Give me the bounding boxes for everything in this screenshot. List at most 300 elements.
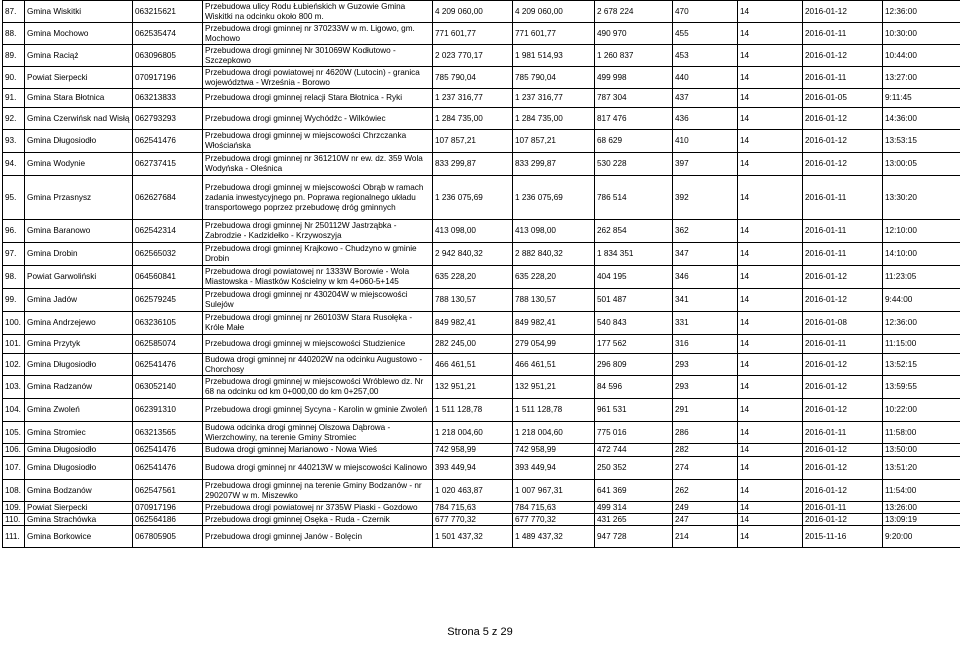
cell-punkty: 286	[673, 422, 738, 444]
cell-godzina: 11:58:00	[883, 422, 960, 444]
cell-kod: 062737415	[133, 153, 203, 176]
table-row	[3, 399, 960, 422]
cell-godzina: 14:36:00	[883, 108, 960, 130]
cell-koszt: 771 601,77	[433, 23, 513, 45]
cell-godzina: 14:10:00	[883, 243, 960, 266]
cell-lp: 95.	[3, 176, 25, 220]
cell-nazwa: Przebudowa ulicy Rodu Łubieńskich w Guzowie Gmina Wiskitki na odcinku około 800 m.	[203, 1, 433, 23]
cell-dofinansowanie: 775 016	[595, 422, 673, 444]
cell-punkty: 291	[673, 399, 738, 422]
cell-koszt: 788 130,57	[433, 289, 513, 312]
cell-kwalifikowalne: 132 951,21	[513, 376, 595, 399]
cell-okres: 14	[738, 444, 803, 457]
cell-data: 2016-01-05	[803, 89, 883, 108]
cell-data: 2016-01-11	[803, 335, 883, 354]
table-row	[3, 153, 960, 176]
cell-lp: 104.	[3, 399, 25, 422]
cell-kwalifikowalne: 849 982,41	[513, 312, 595, 335]
cell-koszt: 1 511 128,78	[433, 399, 513, 422]
cell-lp: 109.	[3, 502, 25, 514]
cell-kwalifikowalne: 788 130,57	[513, 289, 595, 312]
cell-lp: 96.	[3, 220, 25, 243]
cell-kod: 063236105	[133, 312, 203, 335]
cell-okres: 14	[738, 108, 803, 130]
cell-koszt: 849 982,41	[433, 312, 513, 335]
cell-gmina: Gmina Zwoleń	[25, 399, 133, 422]
applications-table	[2, 0, 960, 548]
cell-data: 2016-01-12	[803, 153, 883, 176]
cell-data: 2016-01-11	[803, 23, 883, 45]
cell-dofinansowanie: 540 843	[595, 312, 673, 335]
cell-kwalifikowalne: 1 489 437,32	[513, 526, 595, 548]
cell-punkty: 455	[673, 23, 738, 45]
cell-kod: 063213833	[133, 89, 203, 108]
table-row	[3, 422, 960, 444]
cell-data: 2016-01-12	[803, 399, 883, 422]
cell-punkty: 453	[673, 45, 738, 67]
cell-gmina: Gmina Stara Błotnica	[25, 89, 133, 108]
cell-dofinansowanie: 431 265	[595, 514, 673, 526]
cell-koszt: 742 958,99	[433, 444, 513, 457]
cell-okres: 14	[738, 514, 803, 526]
cell-gmina: Gmina Drobin	[25, 243, 133, 266]
cell-data: 2016-01-12	[803, 457, 883, 480]
cell-okres: 14	[738, 153, 803, 176]
cell-gmina: Gmina Wodynie	[25, 153, 133, 176]
table-row	[3, 45, 960, 67]
cell-okres: 14	[738, 457, 803, 480]
cell-nazwa: Przebudowa drogi gminnej w miejscowości Obrąb w ramach zadania inwestycyjnego pn. Poprawa regionalnego układu transportowego poprzez przebudowę dróg gminnych	[203, 176, 433, 220]
page-number-label: Strona 5 z 29	[447, 626, 513, 638]
cell-koszt: 1 501 437,32	[433, 526, 513, 548]
cell-data: 2016-01-12	[803, 514, 883, 526]
cell-punkty: 346	[673, 266, 738, 289]
cell-nazwa: Przebudowa drogi gminnej Wychódźc - Wilkówiec	[203, 108, 433, 130]
cell-okres: 14	[738, 45, 803, 67]
cell-gmina: Gmina Przytyk	[25, 335, 133, 354]
table-row	[3, 457, 960, 480]
cell-punkty: 470	[673, 1, 738, 23]
cell-data: 2016-01-12	[803, 480, 883, 502]
cell-okres: 14	[738, 89, 803, 108]
cell-kwalifikowalne: 784 715,63	[513, 502, 595, 514]
cell-godzina: 13:09:19	[883, 514, 960, 526]
cell-koszt: 2 023 770,17	[433, 45, 513, 67]
cell-gmina: Gmina Borkowice	[25, 526, 133, 548]
cell-kwalifikowalne: 2 882 840,32	[513, 243, 595, 266]
table-row	[3, 266, 960, 289]
cell-kwalifikowalne: 1 981 514,93	[513, 45, 595, 67]
cell-kod: 062565032	[133, 243, 203, 266]
table-row	[3, 514, 960, 526]
cell-kwalifikowalne: 279 054,99	[513, 335, 595, 354]
cell-okres: 14	[738, 220, 803, 243]
cell-koszt: 635 228,20	[433, 266, 513, 289]
cell-gmina: Gmina Bodzanów	[25, 480, 133, 502]
cell-kwalifikowalne: 785 790,04	[513, 67, 595, 89]
cell-data: 2016-01-11	[803, 176, 883, 220]
cell-gmina: Gmina Długosiodło	[25, 457, 133, 480]
cell-punkty: 331	[673, 312, 738, 335]
cell-nazwa: Przebudowa drogi gminnej Janów - Bolęcin	[203, 526, 433, 548]
cell-nazwa: Budowa drogi gminnej Marianowo - Nowa Wieś	[203, 444, 433, 457]
cell-kod: 062391310	[133, 399, 203, 422]
cell-koszt: 785 790,04	[433, 67, 513, 89]
cell-kwalifikowalne: 107 857,21	[513, 130, 595, 153]
cell-kwalifikowalne: 4 209 060,00	[513, 1, 595, 23]
cell-godzina: 10:22:00	[883, 399, 960, 422]
cell-koszt: 1 020 463,87	[433, 480, 513, 502]
cell-lp: 94.	[3, 153, 25, 176]
cell-kod: 067805905	[133, 526, 203, 548]
cell-godzina: 11:15:00	[883, 335, 960, 354]
cell-punkty: 249	[673, 502, 738, 514]
cell-dofinansowanie: 262 854	[595, 220, 673, 243]
cell-data: 2016-01-12	[803, 354, 883, 376]
cell-kod: 062585074	[133, 335, 203, 354]
cell-kwalifikowalne: 1 007 967,31	[513, 480, 595, 502]
cell-okres: 14	[738, 335, 803, 354]
cell-godzina: 12:36:00	[883, 312, 960, 335]
cell-gmina: Powiat Sierpecki	[25, 67, 133, 89]
cell-punkty: 362	[673, 220, 738, 243]
cell-okres: 14	[738, 130, 803, 153]
cell-nazwa: Przebudowa drogi gminnej Osęka - Ruda - Czernik	[203, 514, 433, 526]
cell-okres: 14	[738, 480, 803, 502]
cell-dofinansowanie: 947 728	[595, 526, 673, 548]
cell-kod: 064560841	[133, 266, 203, 289]
cell-kod: 062542314	[133, 220, 203, 243]
cell-kwalifikowalne: 771 601,77	[513, 23, 595, 45]
cell-dofinansowanie: 1 260 837	[595, 45, 673, 67]
cell-dofinansowanie: 177 562	[595, 335, 673, 354]
table-body	[3, 1, 960, 548]
cell-dofinansowanie: 786 514	[595, 176, 673, 220]
cell-nazwa: Przebudowa drogi gminnej w miejscowości Studzienice	[203, 335, 433, 354]
cell-nazwa: Przebudowa drogi powiatowej nr 3735W Piaski - Gozdowo	[203, 502, 433, 514]
cell-gmina: Gmina Raciąż	[25, 45, 133, 67]
cell-godzina: 10:44:00	[883, 45, 960, 67]
table-row	[3, 130, 960, 153]
cell-gmina: Gmina Długosiodło	[25, 354, 133, 376]
cell-okres: 14	[738, 176, 803, 220]
cell-dofinansowanie: 490 970	[595, 23, 673, 45]
table-row	[3, 480, 960, 502]
cell-koszt: 393 449,94	[433, 457, 513, 480]
cell-data: 2016-01-11	[803, 67, 883, 89]
cell-okres: 14	[738, 266, 803, 289]
cell-lp: 91.	[3, 89, 25, 108]
cell-kwalifikowalne: 1 237 316,77	[513, 89, 595, 108]
cell-kod: 062541476	[133, 457, 203, 480]
cell-data: 2016-01-08	[803, 312, 883, 335]
cell-dofinansowanie: 250 352	[595, 457, 673, 480]
cell-gmina: Gmina Radzanów	[25, 376, 133, 399]
cell-dofinansowanie: 1 834 351	[595, 243, 673, 266]
cell-koszt: 132 951,21	[433, 376, 513, 399]
cell-dofinansowanie: 499 998	[595, 67, 673, 89]
cell-koszt: 413 098,00	[433, 220, 513, 243]
cell-lp: 101.	[3, 335, 25, 354]
cell-punkty: 341	[673, 289, 738, 312]
cell-kod: 063096805	[133, 45, 203, 67]
cell-kod: 070917196	[133, 502, 203, 514]
cell-nazwa: Przebudowa drogi gminnej nr 361210W nr ew. dz. 359 Wola Wodyńska - Oleśnica	[203, 153, 433, 176]
cell-punkty: 347	[673, 243, 738, 266]
cell-kwalifikowalne: 393 449,94	[513, 457, 595, 480]
cell-koszt: 282 245,00	[433, 335, 513, 354]
cell-lp: 107.	[3, 457, 25, 480]
cell-lp: 100.	[3, 312, 25, 335]
cell-okres: 14	[738, 243, 803, 266]
cell-lp: 102.	[3, 354, 25, 376]
cell-kwalifikowalne: 742 958,99	[513, 444, 595, 457]
cell-data: 2016-01-12	[803, 376, 883, 399]
cell-godzina: 12:36:00	[883, 1, 960, 23]
cell-nazwa: Budowa odcinka drogi gminnej Olszowa Dąbrowa - Wierzchowiny, na terenie Gminy Stromiec	[203, 422, 433, 444]
cell-nazwa: Przebudowa drogi gminnej nr 430204W w miejscowości Sulejów	[203, 289, 433, 312]
cell-kod: 062541476	[133, 130, 203, 153]
cell-data: 2016-01-12	[803, 108, 883, 130]
cell-lp: 90.	[3, 67, 25, 89]
cell-godzina: 10:30:00	[883, 23, 960, 45]
cell-kod: 062547561	[133, 480, 203, 502]
cell-data: 2016-01-12	[803, 444, 883, 457]
cell-godzina: 13:27:00	[883, 67, 960, 89]
cell-nazwa: Przebudowa drogi gminnej Nr 301069W Kodłutowo - Szczepkowo	[203, 45, 433, 67]
cell-data: 2016-01-12	[803, 266, 883, 289]
cell-punkty: 397	[673, 153, 738, 176]
cell-koszt: 1 237 316,77	[433, 89, 513, 108]
cell-okres: 14	[738, 502, 803, 514]
cell-gmina: Gmina Stromiec	[25, 422, 133, 444]
cell-nazwa: Przebudowa drogi powiatowej nr 4620W (Lutocin) - granica województwa - Września - Borowo	[203, 67, 433, 89]
cell-okres: 14	[738, 422, 803, 444]
cell-lp: 97.	[3, 243, 25, 266]
cell-kod: 063215621	[133, 1, 203, 23]
cell-kwalifikowalne: 466 461,51	[513, 354, 595, 376]
cell-nazwa: Budowa drogi gminnej nr 440202W na odcinku Augustowo - Chorchosy	[203, 354, 433, 376]
cell-godzina: 11:54:00	[883, 480, 960, 502]
cell-kwalifikowalne: 635 228,20	[513, 266, 595, 289]
cell-punkty: 247	[673, 514, 738, 526]
cell-lp: 106.	[3, 444, 25, 457]
cell-lp: 92.	[3, 108, 25, 130]
cell-dofinansowanie: 817 476	[595, 108, 673, 130]
table-row	[3, 243, 960, 266]
cell-okres: 14	[738, 289, 803, 312]
cell-nazwa: Przebudowa drogi powiatowej nr 1333W Borowie - Wola Miastowska - Miastków Kościelny w km 4+060-5+145	[203, 266, 433, 289]
cell-okres: 14	[738, 67, 803, 89]
cell-dofinansowanie: 501 487	[595, 289, 673, 312]
cell-gmina: Gmina Strachówka	[25, 514, 133, 526]
cell-godzina: 13:30:20	[883, 176, 960, 220]
cell-godzina: 9:20:00	[883, 526, 960, 548]
table-row	[3, 1, 960, 23]
cell-kwalifikowalne: 1 236 075,69	[513, 176, 595, 220]
cell-nazwa: Przebudowa drogi gminnej w miejscowości Chrzczanka Włościańska	[203, 130, 433, 153]
cell-kod: 062541476	[133, 354, 203, 376]
cell-godzina: 9:11:45	[883, 89, 960, 108]
cell-kod: 063213565	[133, 422, 203, 444]
cell-gmina: Gmina Długosiodło	[25, 444, 133, 457]
cell-dofinansowanie: 472 744	[595, 444, 673, 457]
cell-gmina: Gmina Czerwińsk nad Wisłą	[25, 108, 133, 130]
cell-okres: 14	[738, 354, 803, 376]
cell-koszt: 107 857,21	[433, 130, 513, 153]
cell-gmina: Powiat Sierpecki	[25, 502, 133, 514]
cell-kwalifikowalne: 1 511 128,78	[513, 399, 595, 422]
cell-data: 2016-01-12	[803, 289, 883, 312]
cell-dofinansowanie: 2 678 224	[595, 1, 673, 23]
table-row	[3, 289, 960, 312]
table-row	[3, 444, 960, 457]
cell-lp: 103.	[3, 376, 25, 399]
cell-kod: 062564186	[133, 514, 203, 526]
cell-lp: 99.	[3, 289, 25, 312]
cell-nazwa: Przebudowa drogi gminnej w miejscowości Wróblewo dz. Nr 68 na odcinku od km 0+000,00 do km 0+257,00	[203, 376, 433, 399]
cell-punkty: 262	[673, 480, 738, 502]
cell-punkty: 410	[673, 130, 738, 153]
cell-koszt: 4 209 060,00	[433, 1, 513, 23]
cell-lp: 89.	[3, 45, 25, 67]
cell-dofinansowanie: 296 809	[595, 354, 673, 376]
cell-punkty: 274	[673, 457, 738, 480]
cell-punkty: 316	[673, 335, 738, 354]
cell-godzina: 13:59:55	[883, 376, 960, 399]
cell-nazwa: Przebudowa drogi gminnej nr 260103W Stara Rusołęka - Króle Małe	[203, 312, 433, 335]
cell-kwalifikowalne: 1 218 004,60	[513, 422, 595, 444]
cell-dofinansowanie: 84 596	[595, 376, 673, 399]
cell-lp: 87.	[3, 1, 25, 23]
cell-nazwa: Przebudowa drogi gminnej relacji Stara Błotnica - Ryki	[203, 89, 433, 108]
cell-gmina: Gmina Przasnysz	[25, 176, 133, 220]
cell-dofinansowanie: 499 314	[595, 502, 673, 514]
applications-table-container	[2, 0, 960, 548]
cell-lp: 105.	[3, 422, 25, 444]
cell-punkty: 437	[673, 89, 738, 108]
table-row	[3, 526, 960, 548]
table-row	[3, 335, 960, 354]
cell-dofinansowanie: 641 369	[595, 480, 673, 502]
cell-kwalifikowalne: 413 098,00	[513, 220, 595, 243]
cell-koszt: 784 715,63	[433, 502, 513, 514]
cell-okres: 14	[738, 376, 803, 399]
cell-kwalifikowalne: 677 770,32	[513, 514, 595, 526]
cell-lp: 93.	[3, 130, 25, 153]
page-footer	[0, 626, 960, 638]
cell-kod: 063052140	[133, 376, 203, 399]
cell-nazwa: Budowa drogi gminnej nr 440213W w miejscowości Kalinowo	[203, 457, 433, 480]
cell-punkty: 293	[673, 376, 738, 399]
table-row	[3, 502, 960, 514]
table-row	[3, 67, 960, 89]
cell-nazwa: Przebudowa drogi gminnej Sycyna - Karolin w gminie Zwoleń	[203, 399, 433, 422]
cell-gmina: Gmina Mochowo	[25, 23, 133, 45]
cell-godzina: 13:51:20	[883, 457, 960, 480]
cell-godzina: 12:10:00	[883, 220, 960, 243]
cell-data: 2016-01-11	[803, 243, 883, 266]
cell-okres: 14	[738, 312, 803, 335]
cell-kod: 062627684	[133, 176, 203, 220]
cell-kod: 062793293	[133, 108, 203, 130]
cell-data: 2016-01-11	[803, 422, 883, 444]
cell-koszt: 1 218 004,60	[433, 422, 513, 444]
cell-punkty: 214	[673, 526, 738, 548]
table-row	[3, 354, 960, 376]
cell-lp: 111.	[3, 526, 25, 548]
table-row	[3, 176, 960, 220]
cell-gmina: Gmina Wiskitki	[25, 1, 133, 23]
cell-okres: 14	[738, 1, 803, 23]
cell-godzina: 13:50:00	[883, 444, 960, 457]
cell-godzina: 13:53:15	[883, 130, 960, 153]
cell-nazwa: Przebudowa drogi gminnej Nr 250112W Jastrząbka - Zabrodzie - Kadzidełko - Krzywoszyja	[203, 220, 433, 243]
table-row	[3, 108, 960, 130]
cell-dofinansowanie: 787 304	[595, 89, 673, 108]
cell-koszt: 466 461,51	[433, 354, 513, 376]
cell-koszt: 1 284 735,00	[433, 108, 513, 130]
table-row	[3, 312, 960, 335]
cell-data: 2016-01-12	[803, 45, 883, 67]
cell-godzina: 9:44:00	[883, 289, 960, 312]
cell-koszt: 677 770,32	[433, 514, 513, 526]
cell-kod: 062579245	[133, 289, 203, 312]
cell-godzina: 13:00:05	[883, 153, 960, 176]
cell-data: 2016-01-11	[803, 502, 883, 514]
cell-data: 2015-11-16	[803, 526, 883, 548]
cell-godzina: 13:52:15	[883, 354, 960, 376]
cell-kwalifikowalne: 1 284 735,00	[513, 108, 595, 130]
cell-koszt: 2 942 840,32	[433, 243, 513, 266]
cell-gmina: Gmina Baranowo	[25, 220, 133, 243]
cell-okres: 14	[738, 399, 803, 422]
cell-okres: 14	[738, 526, 803, 548]
table-row	[3, 376, 960, 399]
cell-koszt: 833 299,87	[433, 153, 513, 176]
cell-kwalifikowalne: 833 299,87	[513, 153, 595, 176]
cell-nazwa: Przebudowa drogi gminnej nr 370233W w m. Ligowo, gm. Mochowo	[203, 23, 433, 45]
cell-nazwa: Przebudowa drogi gminnej Krajkowo - Chudzyno w gminie Drobin	[203, 243, 433, 266]
table-row	[3, 89, 960, 108]
table-row	[3, 23, 960, 45]
cell-data: 2016-01-12	[803, 130, 883, 153]
cell-kod: 070917196	[133, 67, 203, 89]
cell-punkty: 282	[673, 444, 738, 457]
table-row	[3, 220, 960, 243]
cell-lp: 110.	[3, 514, 25, 526]
cell-dofinansowanie: 404 195	[595, 266, 673, 289]
cell-lp: 98.	[3, 266, 25, 289]
cell-punkty: 392	[673, 176, 738, 220]
cell-gmina: Gmina Jadów	[25, 289, 133, 312]
cell-dofinansowanie: 961 531	[595, 399, 673, 422]
cell-gmina: Powiat Garwoliński	[25, 266, 133, 289]
cell-lp: 88.	[3, 23, 25, 45]
cell-lp: 108.	[3, 480, 25, 502]
cell-kod: 062535474	[133, 23, 203, 45]
cell-punkty: 440	[673, 67, 738, 89]
cell-godzina: 13:26:00	[883, 502, 960, 514]
cell-koszt: 1 236 075,69	[433, 176, 513, 220]
cell-okres: 14	[738, 23, 803, 45]
cell-gmina: Gmina Andrzejewo	[25, 312, 133, 335]
cell-godzina: 11:23:05	[883, 266, 960, 289]
cell-kod: 062541476	[133, 444, 203, 457]
cell-dofinansowanie: 530 228	[595, 153, 673, 176]
cell-nazwa: Przebudowa drogi gminnej na terenie Gminy Bodzanów - nr 290207W w m. Miszewko	[203, 480, 433, 502]
cell-data: 2016-01-12	[803, 1, 883, 23]
